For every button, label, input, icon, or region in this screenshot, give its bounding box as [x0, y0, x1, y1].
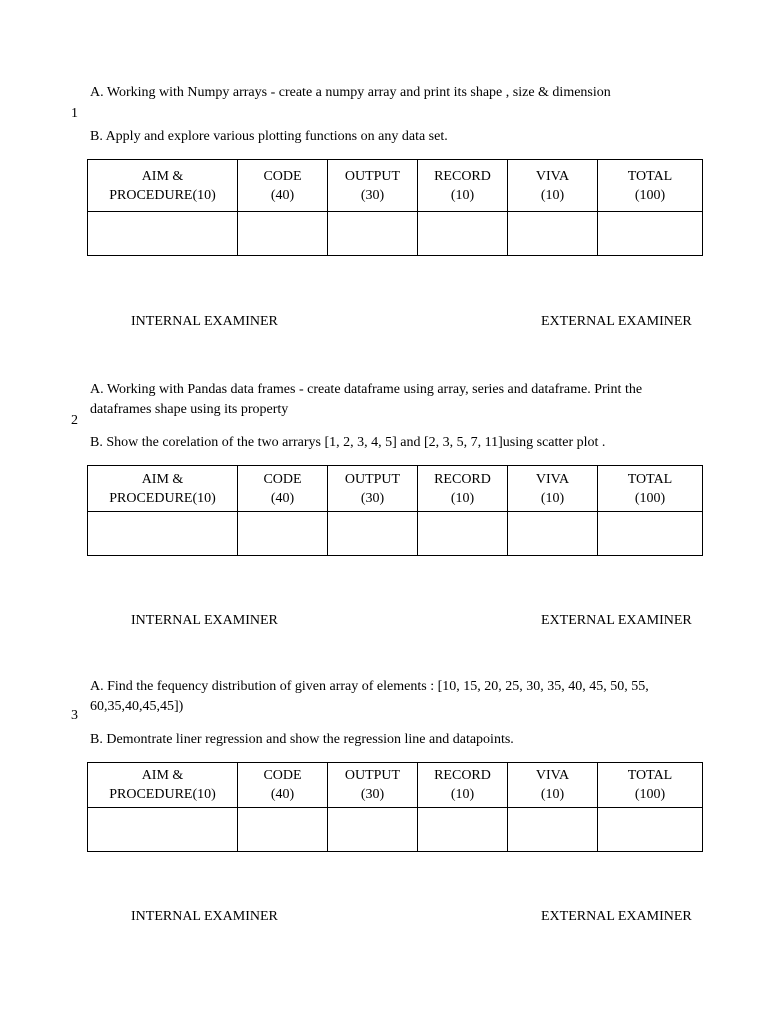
question-3-number: 3 — [71, 708, 78, 723]
marks-cell-record — [418, 512, 508, 556]
marks-cell-code — [238, 512, 328, 556]
marks-cell-total — [598, 808, 703, 852]
question-2-part-b: B. Show the corelation of the two arrarys [1, 2, 3, 4, 5] and [2, 3, 5, 7, 11]using scatter plot . — [90, 435, 606, 450]
header-aim-procedure: AIM & PROCEDURE(10) — [88, 160, 238, 212]
question-1-part-b: B. Apply and explore various plotting functions on any data set. — [90, 129, 448, 144]
header-code: CODE (40) — [238, 466, 328, 512]
header-output: OUTPUT (30) — [328, 763, 418, 808]
external-examiner-label: EXTERNAL EXAMINER — [541, 613, 692, 628]
marks-table-2 — [87, 465, 703, 556]
question-2-part-a: A. Working with Pandas data frames - create dataframe using array, series and dataframe. Print the dataframes shape using its property — [90, 382, 643, 417]
marks-header-row — [88, 763, 703, 808]
external-examiner-label: EXTERNAL EXAMINER — [541, 314, 692, 329]
marks-header-row — [88, 466, 703, 512]
header-viva: VIVA (10) — [508, 160, 598, 212]
marks-cell-output — [328, 808, 418, 852]
header-record: RECORD (10) — [418, 466, 508, 512]
header-total: TOTAL (100) — [598, 160, 703, 212]
header-viva: VIVA (10) — [508, 466, 598, 512]
header-aim-procedure: AIM & PROCEDURE(10) — [88, 763, 238, 808]
marks-table-1 — [87, 159, 703, 256]
marks-cell-viva — [508, 808, 598, 852]
external-examiner-label: EXTERNAL EXAMINER — [541, 909, 692, 924]
marks-cell-viva — [508, 212, 598, 256]
marks-cell-total — [598, 512, 703, 556]
internal-examiner-label: INTERNAL EXAMINER — [131, 314, 278, 329]
marks-cell-output — [328, 212, 418, 256]
internal-examiner-label: INTERNAL EXAMINER — [131, 909, 278, 924]
marks-header-row — [88, 160, 703, 212]
header-aim-procedure: AIM & PROCEDURE(10) — [88, 466, 238, 512]
question-1-number: 1 — [71, 106, 78, 121]
header-output: OUTPUT (30) — [328, 466, 418, 512]
marks-cell-record — [418, 212, 508, 256]
marks-table-3 — [87, 762, 703, 852]
marks-cell-output — [328, 512, 418, 556]
marks-cell-record — [418, 808, 508, 852]
question-2-number: 2 — [71, 413, 78, 428]
marks-cell-viva — [508, 512, 598, 556]
header-code: CODE (40) — [238, 763, 328, 808]
question-1-part-a: A. Working with Numpy arrays - create a numpy array and print its shape , size & dimension — [90, 85, 611, 100]
marks-cell-code — [238, 808, 328, 852]
header-code: CODE (40) — [238, 160, 328, 212]
header-output: OUTPUT (30) — [328, 160, 418, 212]
header-record: RECORD (10) — [418, 160, 508, 212]
marks-cell-aim-procedure — [88, 212, 238, 256]
question-3-part-a: A. Find the fequency distribution of given array of elements : [10, 15, 20, 25, 30, 35, 40, 45, 50, 55, 60,35,40,45,45]) — [90, 679, 649, 714]
marks-cell-code — [238, 212, 328, 256]
internal-examiner-label: INTERNAL EXAMINER — [131, 613, 278, 628]
marks-entry-row — [88, 512, 703, 556]
question-3-part-b: B. Demontrate liner regression and show the regression line and datapoints. — [90, 732, 514, 747]
marks-cell-aim-procedure — [88, 512, 238, 556]
header-total: TOTAL (100) — [598, 763, 703, 808]
marks-entry-row — [88, 808, 703, 852]
header-total: TOTAL (100) — [598, 466, 703, 512]
header-viva: VIVA (10) — [508, 763, 598, 808]
marks-entry-row — [88, 212, 703, 256]
marks-cell-total — [598, 212, 703, 256]
header-record: RECORD (10) — [418, 763, 508, 808]
marks-cell-aim-procedure — [88, 808, 238, 852]
